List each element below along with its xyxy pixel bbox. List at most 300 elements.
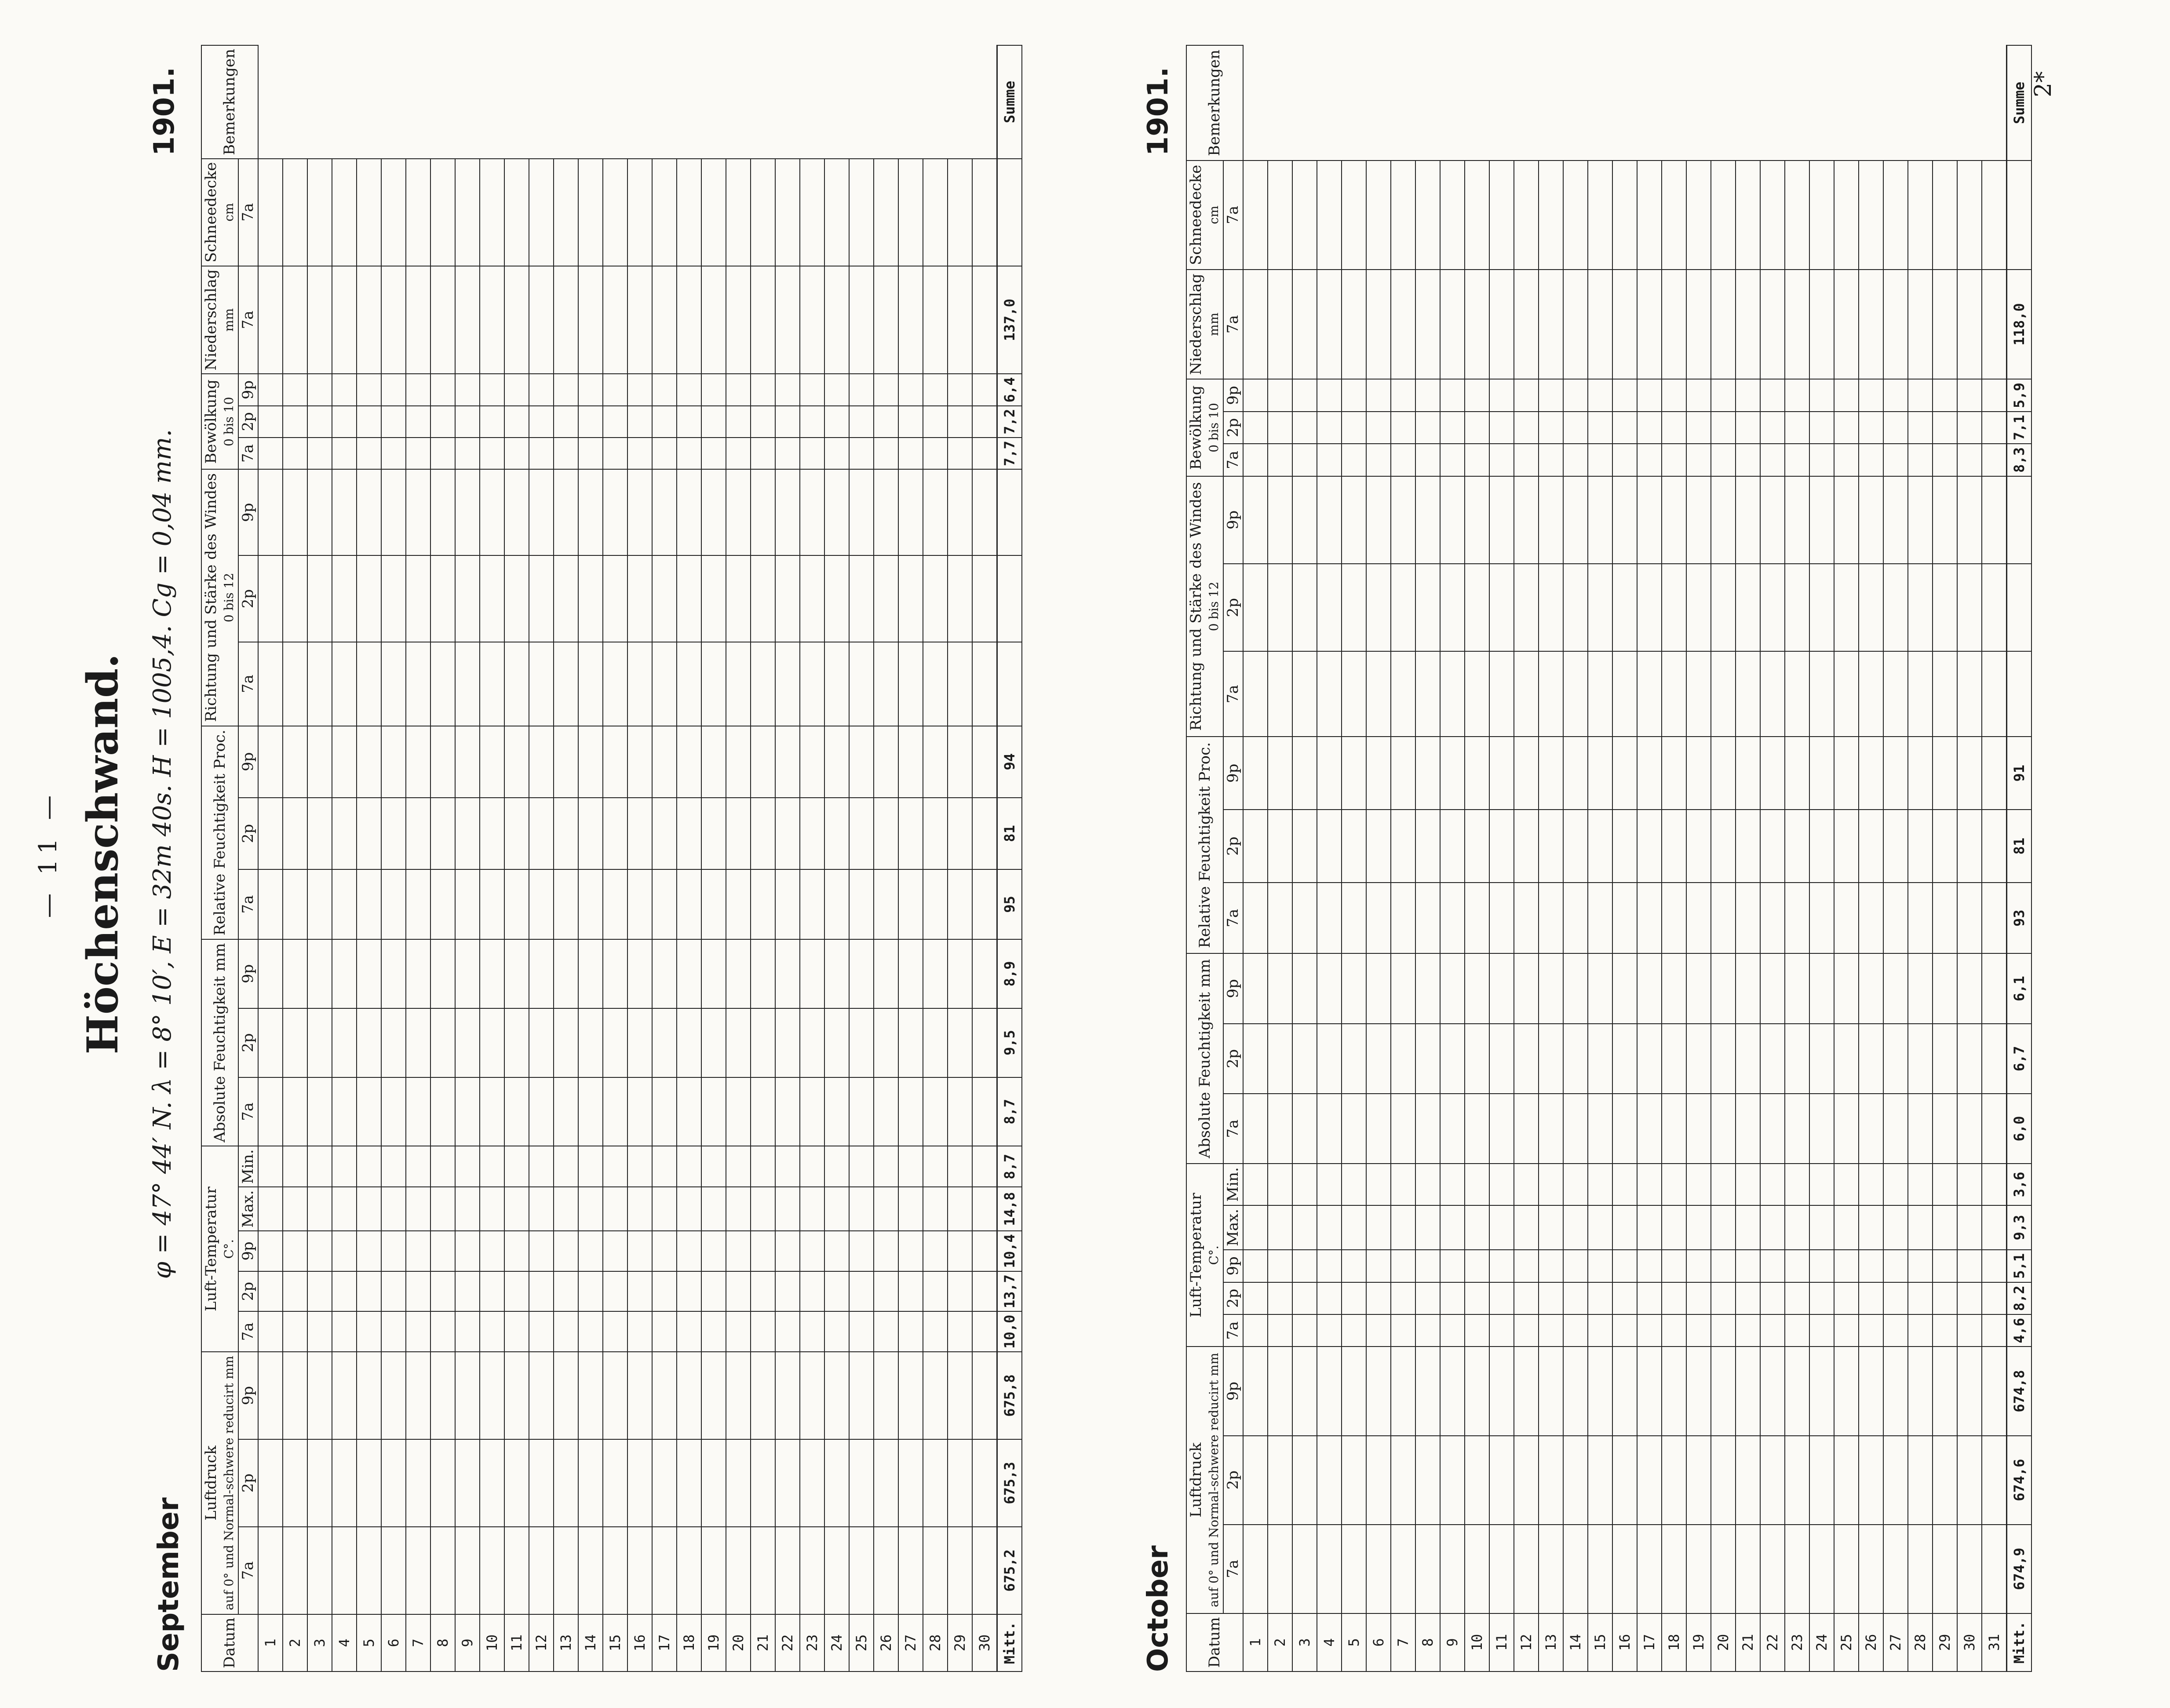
day-cell — [1292, 651, 1317, 737]
day-cell — [1243, 1436, 1268, 1525]
day-cell — [1957, 444, 1982, 476]
day-cell — [1391, 379, 1415, 411]
header-cloud — [1186, 379, 1223, 476]
day-cell — [1933, 810, 1957, 883]
mean-abs_humidity: 6,7 — [2007, 1024, 2032, 1094]
day-cell — [357, 939, 381, 1008]
day-cell — [1366, 379, 1391, 411]
day-cell — [948, 726, 972, 798]
day-cell — [1711, 444, 1736, 476]
day-cell — [1563, 270, 1588, 380]
day-cell — [430, 1146, 455, 1187]
day-cell — [652, 1187, 677, 1231]
day-cell — [455, 438, 480, 469]
day-cell — [1809, 810, 1834, 883]
day-cell — [1711, 1205, 1736, 1250]
day-cell — [726, 1077, 751, 1146]
day-cell — [430, 374, 455, 405]
day-cell — [1637, 412, 1662, 444]
day-cell — [1465, 1205, 1489, 1250]
day-cell — [455, 939, 480, 1008]
day-cell — [1612, 1347, 1637, 1435]
day-cell — [1711, 1164, 1736, 1205]
day-cell — [381, 469, 406, 555]
header-sub-t7-20: 7a — [238, 266, 258, 374]
day-cell — [677, 939, 701, 1008]
day-cell — [1711, 883, 1736, 953]
day-cell — [849, 266, 874, 374]
day-cell — [627, 469, 652, 555]
mean-abs_humidity: 9,5 — [997, 1008, 1022, 1077]
day-cell — [1736, 1347, 1760, 1435]
day-number: 21 — [1736, 1613, 1760, 1672]
day-cell — [1883, 1250, 1908, 1282]
day-cell — [1415, 1314, 1440, 1347]
day-remarks-cell — [1933, 161, 1957, 270]
day-cell — [1736, 476, 1760, 564]
day-cell — [578, 1527, 603, 1614]
mean-rel_humidity: 91 — [2007, 737, 2032, 810]
day-cell — [1736, 737, 1760, 810]
day-cell — [1514, 737, 1539, 810]
day-cell — [923, 438, 948, 469]
day-cell — [652, 374, 677, 405]
day-cell — [948, 1077, 972, 1146]
day-cell — [948, 1146, 972, 1187]
day-cell — [1957, 379, 1982, 411]
header-sub-t7-0: 7a — [238, 1527, 258, 1614]
day-cell — [1612, 444, 1637, 476]
day-cell — [1957, 737, 1982, 810]
day-cell — [726, 726, 751, 798]
day-cell — [1859, 270, 1883, 380]
day-cell — [1834, 1436, 1859, 1525]
day-remarks-cell — [923, 159, 948, 266]
day-cell — [1982, 1314, 2007, 1347]
mean-rel_humidity: 94 — [997, 726, 1022, 798]
header-sub-min-7: Min. — [1223, 1164, 1243, 1205]
day-cell — [1292, 737, 1317, 810]
day-cell — [1489, 1164, 1514, 1205]
day-cell — [307, 469, 332, 555]
day-cell — [1834, 270, 1859, 380]
day-cell — [1539, 651, 1563, 737]
day-cell — [1514, 1250, 1539, 1282]
day-cell — [529, 1008, 554, 1077]
day-cell — [1391, 651, 1415, 737]
day-cell — [1514, 270, 1539, 380]
day-cell — [357, 374, 381, 405]
day-cell — [726, 1231, 751, 1271]
day-cell — [1785, 883, 1809, 953]
day-cell — [1415, 564, 1440, 651]
day-row — [455, 45, 480, 1672]
day-cell — [751, 406, 775, 438]
day-remarks-cell — [677, 159, 701, 266]
day-cell — [1317, 564, 1342, 651]
day-cell — [1292, 1436, 1317, 1525]
day-cell — [1736, 953, 1760, 1023]
day-cell — [1908, 444, 1933, 476]
day-cell — [1539, 476, 1563, 564]
header-sub-t2-4: 2p — [1223, 1282, 1243, 1314]
day-cell — [1514, 444, 1539, 476]
day-cell — [1637, 1024, 1662, 1094]
day-cell — [554, 1439, 578, 1527]
day-cell — [455, 1008, 480, 1077]
day-cell — [603, 469, 627, 555]
day-cell — [898, 266, 923, 374]
day-cell — [1736, 1205, 1760, 1250]
day-cell — [1637, 1525, 1662, 1613]
day-cell — [1859, 1024, 1883, 1094]
day-row — [800, 45, 824, 1672]
day-cell — [430, 555, 455, 642]
day-cell — [1809, 737, 1834, 810]
day-cell — [923, 406, 948, 438]
day-cell — [1317, 1164, 1342, 1205]
day-cell — [1588, 883, 1612, 953]
day-cell — [1292, 883, 1317, 953]
day-row — [972, 45, 997, 1672]
day-cell — [1588, 270, 1612, 380]
day-cell — [529, 374, 554, 405]
day-cell — [1366, 476, 1391, 564]
day-cell — [283, 869, 307, 939]
day-cell — [603, 406, 627, 438]
day-cell — [627, 266, 652, 374]
day-cell — [1342, 810, 1366, 883]
day-cell — [1933, 379, 1957, 411]
day-cell — [1489, 1205, 1514, 1250]
day-cell — [1859, 444, 1883, 476]
day-cell — [357, 1311, 381, 1352]
day-cell — [1982, 1282, 2007, 1314]
day-cell — [1415, 444, 1440, 476]
header-precip-text-1: mm — [1207, 312, 1222, 336]
day-cell — [1342, 1525, 1366, 1613]
mean-pressure: 674,8 — [2007, 1347, 2032, 1435]
day-cell — [381, 266, 406, 374]
day-cell — [1292, 1525, 1317, 1613]
day-cell — [1342, 1314, 1366, 1347]
day-cell — [1637, 737, 1662, 810]
day-cell — [726, 469, 751, 555]
day-cell — [554, 642, 578, 726]
day-number: 26 — [1859, 1613, 1883, 1672]
day-cell — [1415, 883, 1440, 953]
mean-temperature: 3,6 — [2007, 1164, 2032, 1205]
day-cell — [1883, 810, 1908, 883]
day-cell — [1342, 412, 1366, 444]
day-row — [480, 45, 504, 1672]
day-row — [307, 45, 332, 1672]
day-cell — [1760, 379, 1785, 411]
day-cell — [1933, 651, 1957, 737]
day-cell — [578, 642, 603, 726]
day-cell — [381, 1231, 406, 1271]
day-cell — [849, 726, 874, 798]
day-cell — [603, 1008, 627, 1077]
day-cell — [701, 374, 726, 405]
day-cell — [1711, 379, 1736, 411]
day-cell — [800, 1527, 824, 1614]
day-cell — [898, 1231, 923, 1271]
day-cell — [652, 1146, 677, 1187]
day-cell — [455, 406, 480, 438]
day-cell — [504, 1008, 529, 1077]
day-cell — [1415, 1347, 1440, 1435]
day-cell — [1317, 1347, 1342, 1435]
header-sub-t9-2: 9p — [1223, 1347, 1243, 1435]
day-cell — [1760, 651, 1785, 737]
day-cell — [824, 1231, 849, 1271]
day-cell — [1514, 1525, 1539, 1613]
header-sub-t7-17: 7a — [238, 438, 258, 469]
day-cell — [430, 642, 455, 726]
day-cell — [1366, 444, 1391, 476]
day-cell — [1317, 1314, 1342, 1347]
day-cell — [504, 642, 529, 726]
day-cell — [1563, 953, 1588, 1023]
day-cell — [677, 1146, 701, 1187]
day-cell — [824, 1439, 849, 1527]
day-cell — [726, 406, 751, 438]
header-sub-t2-18: 2p — [238, 406, 258, 438]
day-remarks-cell — [357, 159, 381, 266]
day-cell — [1736, 651, 1760, 737]
day-cell — [357, 266, 381, 374]
day-cell — [1563, 379, 1588, 411]
day-cell — [1489, 1024, 1514, 1094]
day-cell — [972, 1311, 997, 1352]
day-cell — [258, 555, 283, 642]
day-cell — [603, 374, 627, 405]
day-cell — [849, 555, 874, 642]
header-snow-text-0: Schneedecke — [1187, 164, 1205, 265]
day-number: 31 — [1982, 1613, 2007, 1672]
day-cell — [1588, 651, 1612, 737]
day-cell — [652, 869, 677, 939]
day-cell — [1342, 270, 1366, 380]
day-number: 6 — [1366, 1613, 1391, 1672]
day-cell — [480, 266, 504, 374]
day-cell — [1268, 1164, 1292, 1205]
day-cell — [430, 1187, 455, 1231]
day-cell — [627, 438, 652, 469]
day-cell — [1933, 953, 1957, 1023]
day-cell — [406, 939, 430, 1008]
day-cell — [948, 1311, 972, 1352]
day-cell — [1465, 476, 1489, 564]
day-cell — [923, 266, 948, 374]
day-cell — [430, 1439, 455, 1527]
header-pressure-text-1: auf 0° und Normal-schwere reducirt mm — [1207, 1353, 1222, 1607]
day-cell — [1489, 1094, 1514, 1164]
day-cell — [874, 1352, 898, 1439]
day-cell — [430, 1527, 455, 1614]
day-cell — [849, 1311, 874, 1352]
day-cell — [677, 869, 701, 939]
day-cell — [972, 1187, 997, 1231]
header-temperature — [1186, 1164, 1223, 1347]
day-cell — [1982, 476, 2007, 564]
day-cell — [603, 1311, 627, 1352]
day-cell — [1268, 1024, 1292, 1094]
day-remarks-cell — [283, 159, 307, 266]
day-cell — [652, 939, 677, 1008]
day-cell — [1637, 1436, 1662, 1525]
day-cell — [898, 406, 923, 438]
day-cell — [824, 555, 849, 642]
day-number: 5 — [1342, 1613, 1366, 1672]
day-cell — [283, 798, 307, 869]
day-cell — [1859, 810, 1883, 883]
day-cell — [283, 555, 307, 642]
day-row — [1366, 45, 1391, 1672]
day-cell — [1391, 883, 1415, 953]
day-cell — [677, 406, 701, 438]
day-cell — [1268, 1525, 1292, 1613]
day-cell — [726, 798, 751, 869]
day-cell — [1760, 564, 1785, 651]
day-remarks-cell — [1612, 161, 1637, 270]
header-sub-t7-0: 7a — [1223, 1525, 1243, 1613]
header-sub-t2-1: 2p — [238, 1439, 258, 1527]
day-cell — [1539, 379, 1563, 411]
day-cell — [677, 1077, 701, 1146]
header-sub-t7-8: 7a — [1223, 1094, 1243, 1164]
header-pressure — [1186, 1347, 1223, 1613]
day-cell — [1489, 476, 1514, 564]
day-cell — [972, 726, 997, 798]
header-rel-humidity-text-0: Relative Feuchtigkeit Proc. — [1196, 742, 1214, 948]
day-cell — [1908, 1525, 1933, 1613]
day-cell — [701, 438, 726, 469]
day-row — [1465, 45, 1489, 1672]
day-cell — [948, 1439, 972, 1527]
day-remarks-cell — [1588, 161, 1612, 270]
day-cell — [480, 1527, 504, 1614]
day-cell — [1539, 953, 1563, 1023]
day-number: 11 — [1489, 1613, 1514, 1672]
day-cell — [357, 406, 381, 438]
day-cell — [800, 798, 824, 869]
day-cell — [898, 1077, 923, 1146]
day-cell — [1834, 1282, 1859, 1314]
header-sub-t9-5: 9p — [1223, 1250, 1243, 1282]
day-cell — [726, 1146, 751, 1187]
day-remarks-cell — [1563, 161, 1588, 270]
day-cell — [898, 869, 923, 939]
day-cell — [1637, 270, 1662, 380]
day-cell — [1588, 953, 1612, 1023]
day-cell — [455, 469, 480, 555]
day-cell — [1736, 412, 1760, 444]
day-cell — [1883, 379, 1908, 411]
day-cell — [824, 642, 849, 726]
day-cell — [529, 1527, 554, 1614]
mean-abs_humidity: 6,0 — [2007, 1094, 2032, 1164]
day-cell — [627, 1146, 652, 1187]
day-cell — [1809, 270, 1834, 380]
day-row — [1391, 45, 1415, 1672]
day-cell — [1243, 953, 1268, 1023]
day-cell — [824, 1187, 849, 1231]
day-cell — [1415, 270, 1440, 380]
day-cell — [1883, 1024, 1908, 1094]
mean-cloud: 6,4 — [997, 374, 1022, 405]
day-cell — [430, 726, 455, 798]
header-sub-t7-14: 7a — [1223, 651, 1243, 737]
day-cell — [1785, 412, 1809, 444]
header-sub-t2-12: 2p — [1223, 810, 1243, 883]
day-cell — [1563, 444, 1588, 476]
day-cell — [898, 1439, 923, 1527]
day-number: 19 — [1686, 1613, 1711, 1672]
day-cell — [332, 406, 357, 438]
day-cell — [1391, 1164, 1415, 1205]
header-sub-t2-15: 2p — [1223, 564, 1243, 651]
day-cell — [1908, 810, 1933, 883]
day-cell — [1957, 476, 1982, 564]
day-cell — [1465, 444, 1489, 476]
mean-abs_humidity: 8,7 — [997, 1077, 1022, 1146]
day-cell — [1317, 1525, 1342, 1613]
day-cell — [1760, 1347, 1785, 1435]
day-cell — [480, 939, 504, 1008]
day-cell — [1908, 953, 1933, 1023]
day-cell — [1440, 810, 1465, 883]
day-cell — [1268, 883, 1292, 953]
day-cell — [1342, 379, 1366, 411]
day-cell — [283, 1146, 307, 1187]
day-cell — [726, 1352, 751, 1439]
header-pressure — [201, 1352, 238, 1614]
day-cell — [430, 469, 455, 555]
day-cell — [529, 266, 554, 374]
day-cell — [874, 642, 898, 726]
header-remarks-text-0: Bemerkungen — [1206, 50, 1224, 156]
day-remarks-cell — [1391, 161, 1415, 270]
header-cloud-text-0: Bewölkung — [202, 379, 220, 464]
header-snow-text-1: cm — [222, 203, 237, 222]
day-cell — [1268, 1094, 1292, 1164]
day-cell — [898, 374, 923, 405]
day-cell — [455, 1146, 480, 1187]
day-cell — [1908, 270, 1933, 380]
day-cell — [701, 1077, 726, 1146]
day-cell — [1489, 444, 1514, 476]
day-cell — [1859, 883, 1883, 953]
day-cell — [1834, 379, 1859, 411]
day-cell — [726, 1008, 751, 1077]
day-row — [283, 45, 307, 1672]
day-cell — [1514, 810, 1539, 883]
day-cell — [554, 1527, 578, 1614]
day-cell — [726, 1527, 751, 1614]
day-cell — [849, 939, 874, 1008]
day-cell — [1637, 379, 1662, 411]
header-temperature-text-1: C°. — [222, 1239, 237, 1259]
day-remarks-cell — [1957, 161, 1982, 270]
day-cell — [1563, 1094, 1588, 1164]
header-wind-text-0: Richtung und Stärke des Windes — [1187, 482, 1205, 731]
day-cell — [332, 1146, 357, 1187]
day-cell — [1662, 444, 1686, 476]
day-cell — [775, 406, 800, 438]
day-cell — [1391, 412, 1415, 444]
